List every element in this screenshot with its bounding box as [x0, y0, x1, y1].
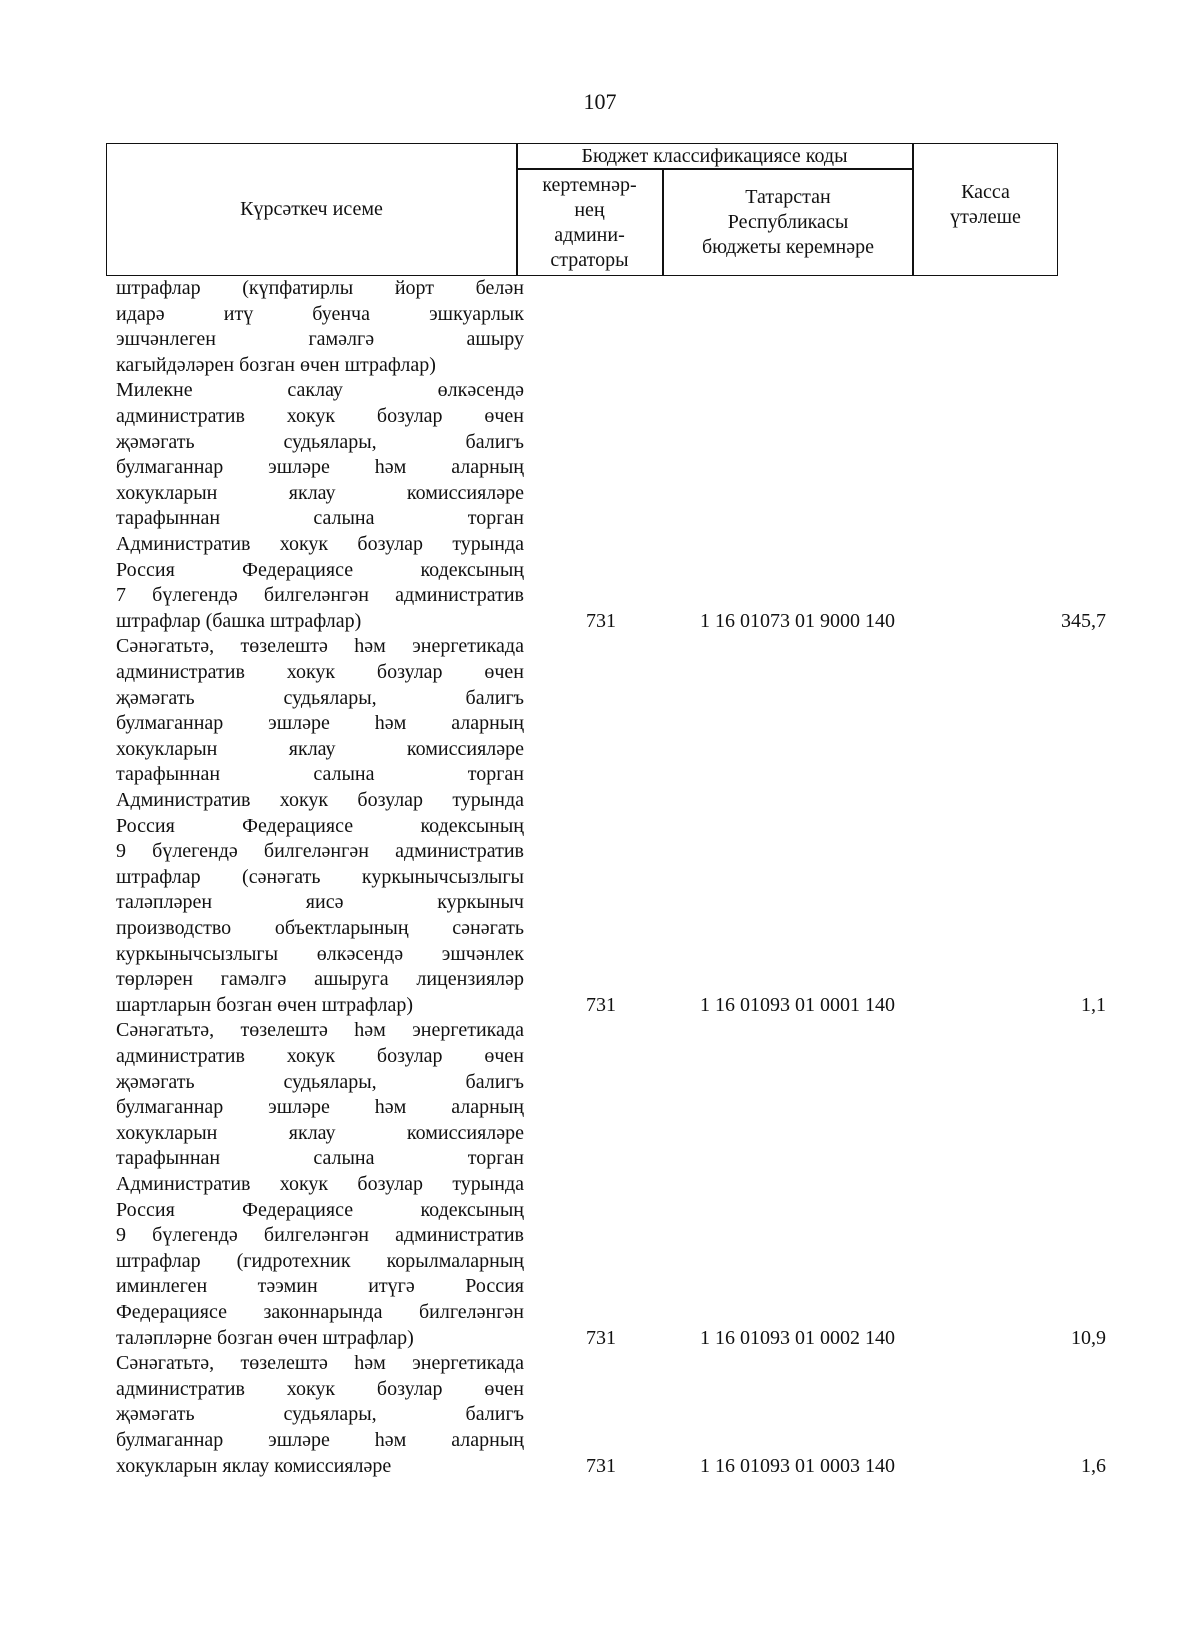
header-budget-classification: Бюджет классификациясе коды — [581, 145, 848, 167]
cash-amount: 1,1 — [1081, 993, 1106, 1016]
table-row — [0, 378, 1200, 634]
admin-code: 731 — [586, 1454, 616, 1477]
admin-code: 731 — [586, 993, 616, 1016]
cash-amount: 10,9 — [1071, 1326, 1106, 1349]
indicator-name-line: кагыйдәләрен бозган өчен штрафлар) — [116, 353, 436, 376]
indicator-name-line: Административ хокук бозулар турында — [116, 1172, 524, 1195]
indicator-name-line: штрафлар (гидротехник корылмаларның — [116, 1249, 524, 1272]
table-header — [106, 143, 1058, 276]
indicator-name-line: Сәнәгатьтә, төзелештә һәм энергетикада — [116, 635, 524, 658]
indicator-name-line: булмаганнар эшләре һәм аларның — [116, 1096, 524, 1119]
header-admin-line: админи- — [554, 223, 625, 246]
indicator-name-line: штрафлар (күпфатирлы йорт белән — [116, 277, 524, 299]
header-admin-line: нең — [574, 198, 605, 221]
indicator-name-line: тарафыннан салына торган — [116, 763, 524, 786]
indicator-name-line: производство объектларының сәнәгать — [116, 916, 524, 939]
indicator-name-line: җәмәгать судьялары, балигъ — [116, 1070, 524, 1093]
indicator-name-line: иминлеген тәэмин итүгә Россия — [116, 1275, 524, 1298]
revenue-code: 1 16 01073 01 9000 140 — [700, 609, 895, 632]
header-revenue-line: бюджеты керемнәре — [702, 236, 874, 258]
indicator-name-line: 9 бүлегендә билгеләнгән административ — [116, 1224, 524, 1247]
indicator-name-line: Сәнәгатьтә, төзелештә һәм энергетикада — [116, 1019, 524, 1042]
indicator-name-line: 9 бүлегендә билгеләнгән административ — [116, 840, 524, 863]
indicator-name-line: Федерациясе законнарында билгеләнгән — [116, 1300, 524, 1323]
indicator-name-line: булмаганнар эшләре һәм аларның — [116, 712, 524, 735]
indicator-name-line: хокукларын яклау комиссияләре — [116, 1454, 392, 1477]
header-revenue-column — [664, 170, 912, 275]
indicator-name-line: Милекне саклау өлкәсендә — [116, 379, 524, 402]
header-name-column: Күрсәткеч исеме — [240, 198, 383, 220]
header-revenue-line: Татарстан — [745, 186, 831, 208]
indicator-name-line: булмаганнар эшләре һәм аларның — [116, 1428, 524, 1451]
cash-amount: 345,7 — [1061, 609, 1106, 632]
admin-code: 731 — [586, 1326, 616, 1349]
indicator-name-line: куркынычсызлыгы өлкәсендә эшчәнлек — [116, 942, 524, 965]
indicator-name — [116, 634, 524, 1018]
indicator-name-line: штрафлар (башка штрафлар) — [116, 609, 362, 632]
indicator-name-line: җәмәгать судьялары, балигъ — [116, 1403, 524, 1426]
indicator-name-line: 7 бүлегендә билгеләнгән административ — [116, 584, 524, 607]
indicator-name — [116, 378, 524, 634]
indicator-name-line: булмаганнар эшләре һәм аларның — [116, 456, 524, 479]
header-cash-line: Касса — [961, 181, 1010, 203]
indicator-name-line: хокукларын яклау комиссияләре — [116, 737, 524, 760]
indicator-name-line: Россия Федерациясе кодексының — [116, 814, 524, 837]
indicator-name-line: Россия Федерациясе кодексының — [116, 558, 524, 581]
header-cash-line: үтәлеше — [950, 206, 1021, 228]
indicator-name — [116, 276, 524, 378]
indicator-name-line: таләпләрен яисә куркыныч — [116, 891, 524, 914]
revenue-code: 1 16 01093 01 0003 140 — [700, 1454, 895, 1477]
indicator-name-line: административ хокук бозулар өчен — [116, 1044, 524, 1067]
indicator-name-line: җәмәгать судьялары, балигъ — [116, 430, 524, 453]
indicator-name-line: административ хокук бозулар өчен — [116, 660, 524, 683]
indicator-name-line: административ хокук бозулар өчен — [116, 1377, 524, 1400]
indicator-name-line: тарафыннан салына торган — [116, 1147, 524, 1170]
indicator-name-line: административ хокук бозулар өчен — [116, 404, 524, 427]
indicator-name-line: хокукларын яклау комиссияләре — [116, 481, 524, 504]
table-row — [0, 634, 1200, 1018]
indicator-name-line: Административ хокук бозулар турында — [116, 532, 524, 555]
admin-code: 731 — [586, 609, 616, 632]
table-row — [0, 276, 1200, 378]
revenue-code: 1 16 01093 01 0002 140 — [700, 1326, 895, 1349]
indicator-name — [116, 1351, 524, 1479]
cash-amount: 1,6 — [1081, 1454, 1106, 1477]
header-admin-line: кертемнәр- — [542, 173, 637, 196]
revenue-code: 1 16 01093 01 0001 140 — [700, 993, 895, 1016]
page-number: 107 — [583, 89, 617, 114]
indicator-name-line: тарафыннан салына торган — [116, 507, 524, 530]
indicator-name-line: идарә итү буенча эшкуарлык — [116, 302, 524, 325]
header-cash-column — [914, 144, 1057, 275]
indicator-name-line: җәмәгать судьялары, балигъ — [116, 686, 524, 709]
indicator-name-line: эшчәнлеген гамәлгә ашыру — [116, 328, 524, 351]
indicator-name-line: хокукларын яклау комиссияләре — [116, 1121, 524, 1144]
table-row — [0, 1018, 1200, 1351]
indicator-name-line: Сәнәгатьтә, төзелештә һәм энергетикада — [116, 1352, 524, 1375]
indicator-name-line: шартларын бозган өчен штрафлар) — [116, 993, 413, 1016]
indicator-name-line: штрафлар (сәнәгать куркынычсызлыгы — [116, 865, 524, 888]
indicator-name-line: төрләрен гамәлгә ашыруга лицензияләр — [116, 968, 524, 991]
header-revenue-line: Республикасы — [727, 211, 849, 233]
header-admin-column — [517, 170, 662, 275]
header-admin-line: страторы — [550, 248, 629, 271]
indicator-name-line: Административ хокук бозулар турында — [116, 788, 524, 811]
table-row — [0, 1351, 1200, 1479]
indicator-name-line: Россия Федерациясе кодексының — [116, 1198, 524, 1221]
indicator-name-line: таләпләрне бозган өчен штрафлар) — [116, 1326, 414, 1349]
indicator-name — [116, 1018, 524, 1351]
